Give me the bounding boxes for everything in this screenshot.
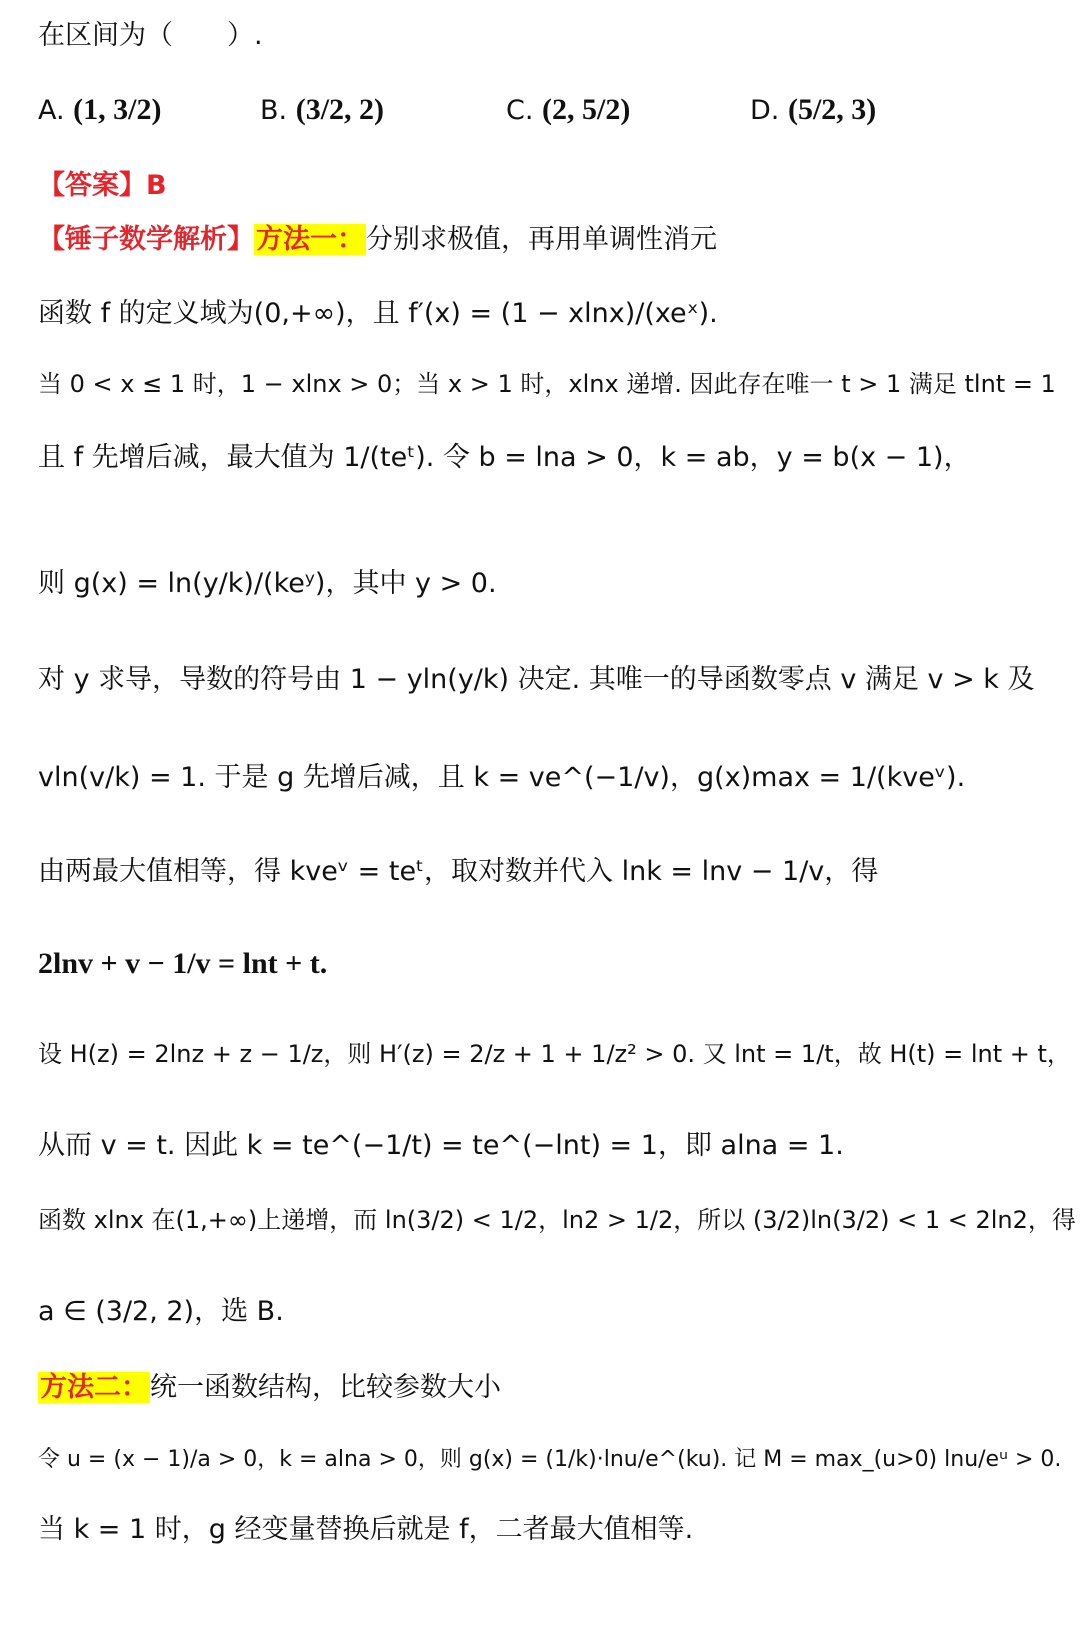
options-row xyxy=(38,80,1080,140)
solution-line: 令 u = (x − 1)/a > 0，k = alna > 0，则 g(x) = (1/k)·lnu/e^(ku). 记 M = max_(u>0) lnu/eᵘ > 0. xyxy=(38,1447,1062,1472)
option-b xyxy=(260,80,384,141)
method-two-title: 统一函数结构，比较参数大小 xyxy=(150,1372,501,1403)
option-value: (3/2, 2) xyxy=(295,93,385,126)
question-tail: 在区间为（ ）. xyxy=(38,20,263,51)
method-one-heading xyxy=(38,210,1080,270)
method-one-title: 分别求极值，再用单调性消元 xyxy=(366,224,717,255)
solution-line: a ∈ (3/2, 2)，选 B. xyxy=(38,1296,284,1327)
solution-line: vln(v/k) = 1. 于是 g 先增后减，且 k = ve^(−1/v)，g(x)max = 1/(kveᵛ). xyxy=(38,762,966,793)
solution-line: 由两最大值相等，得 kveᵛ = teᵗ，取对数并代入 lnk = lnv − 1/v，得 xyxy=(38,856,879,887)
option-label: C. xyxy=(506,95,534,126)
option-label: A. xyxy=(38,95,65,126)
method-one-label: 方法一： xyxy=(256,224,364,255)
solution-line: 对 y 求导，导数的符号由 1 − yln(y/k) 决定. 其唯一的导函数零点 v 满足 v > k 及 xyxy=(38,664,1035,695)
solution-line: 当 k = 1 时，g 经变量替换后就是 f，二者最大值相等. xyxy=(38,1514,694,1545)
solution-line: 函数 f 的定义域为(0,+∞)，且 f′(x) = (1 − xlnx)/(xeˣ). xyxy=(38,298,718,329)
option-label: D. xyxy=(750,95,780,126)
option-d xyxy=(750,80,876,141)
option-c xyxy=(506,80,630,141)
method-two-label: 方法二： xyxy=(40,1372,148,1403)
answer-line: 【答案】B xyxy=(38,170,167,201)
solution-line: 设 H(z) = 2lnz + z − 1/z，则 H′(z) = 2/z + 1 + 1/z² > 0. 又 lnt = 1/t，故 H(t) = lnt + t， xyxy=(38,1040,1071,1068)
solution-line: 从而 v = t. 因此 k = te^(−1/t) = te^(−lnt) = 1，即 alna = 1. xyxy=(38,1130,844,1161)
solution-line: 则 g(x) = ln(y/k)/(keʸ)，其中 y > 0. xyxy=(38,568,497,599)
solution-line: 函数 xlnx 在(1,+∞)上递增，而 ln(3/2) < 1/2，ln2 > 1/2，所以 (3/2)ln(3/2) < 1 < 2ln2，得 xyxy=(38,1206,1076,1234)
solution-line: 当 0 < x ≤ 1 时，1 − xlnx > 0；当 x > 1 时，xlnx 递增. 因此存在唯一 t > 1 满足 tlnt = 1 xyxy=(38,370,1056,398)
option-value: (1, 3/2) xyxy=(73,93,162,126)
solution-line: 2lnv + v − 1/v = lnt + t. xyxy=(38,947,328,980)
option-value: (2, 5/2) xyxy=(542,93,631,126)
option-value: (5/2, 3) xyxy=(787,93,877,126)
method-two-heading xyxy=(38,1358,1080,1418)
analysis-tag: 【锤子数学解析】 xyxy=(38,224,254,255)
solution-line: 且 f 先增后减，最大值为 1/(teᵗ). 令 b = lna > 0，k = ab，y = b(x − 1)， xyxy=(38,442,971,473)
option-label: B. xyxy=(260,95,288,126)
option-a xyxy=(38,80,162,141)
